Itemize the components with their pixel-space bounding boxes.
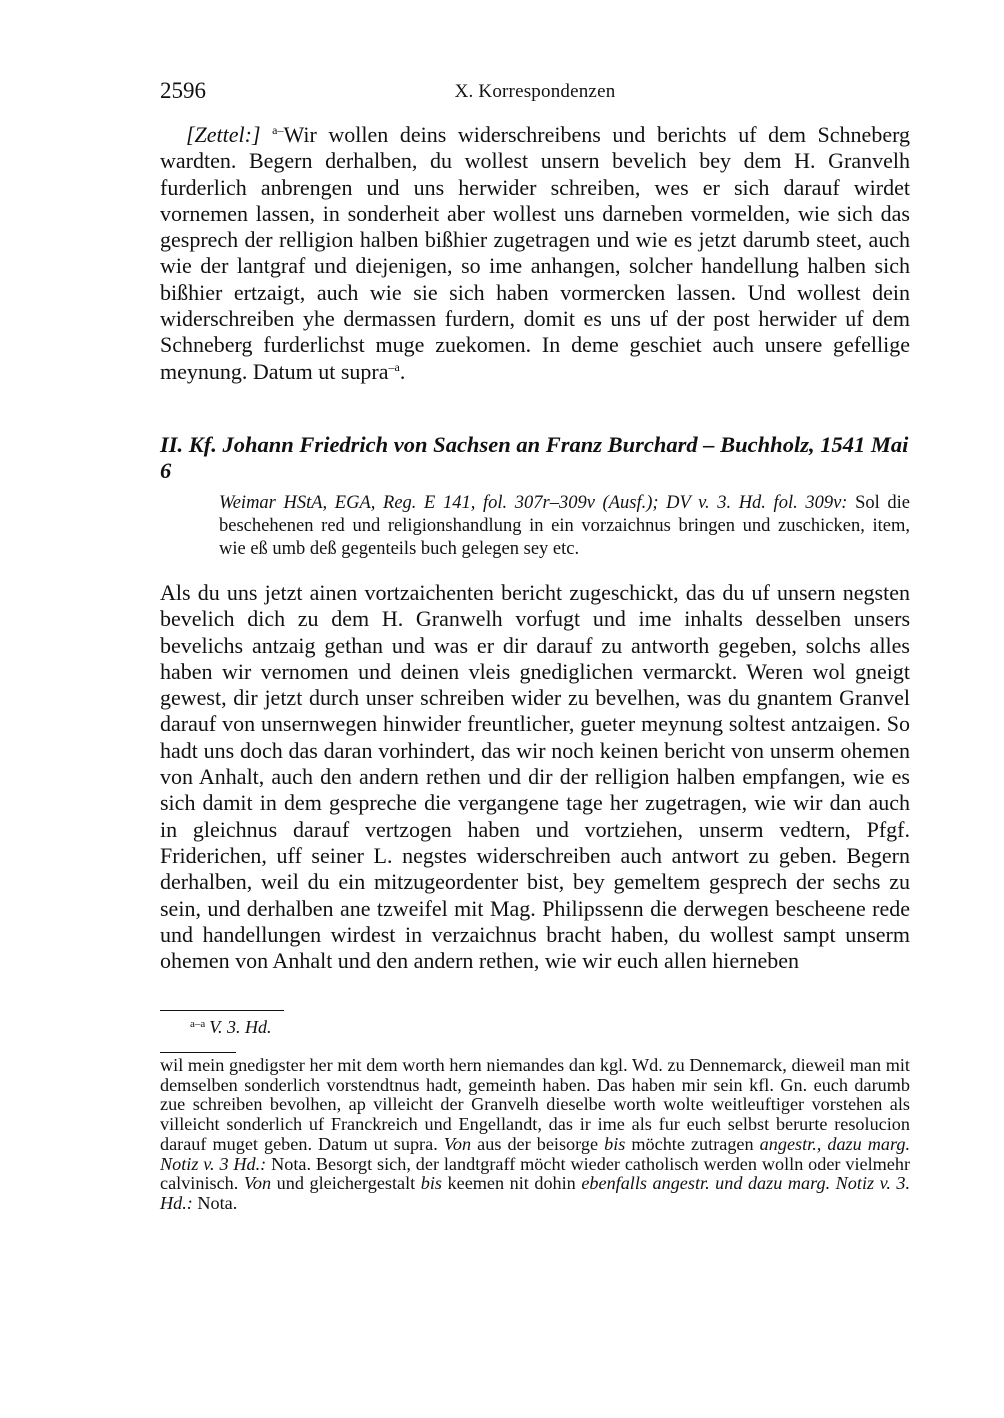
footnote-text: V. 3. Hd.	[209, 1017, 272, 1037]
running-head: X. Korrespondenzen	[454, 81, 616, 102]
note-italic-6: ebenfalls angestr. und dazu marg. Notiz v. 3. Hd.:	[160, 1173, 911, 1213]
note-italic-3: angestr., dazu marg. Notiz v. 3 Hd.:	[160, 1133, 911, 1174]
footnote-mark-open: a–	[272, 123, 284, 137]
note-text-1: wil mein gnedigster her mit dem worth hern niemandes dan kgl. Wd. zu Dennemarck, dieweil man mit demselben sonderlich vorstendtnus hadt, gemeinth haben. Das haben mir sein kfl. Gn. euch darumb zue schreiben bevolhen, ap villeicht der Granvelh dieselbe worth wolte weitleuftiger vorstehen als villeicht sonderlich uf Franckreich und Engellandt, das ir ime als fur euch selbst berurte resolucion darauf muget geben. Datum ut supra.	[160, 1055, 910, 1154]
footnote-rule	[160, 1010, 284, 1011]
continuation-note	[160, 1056, 910, 1214]
footnote	[190, 1017, 271, 1038]
source-note	[219, 492, 910, 561]
note-text-6: keemen nit dohin	[447, 1173, 576, 1194]
footnote-mark: a–a	[190, 1018, 206, 1030]
note-text-4: Nota. Besorgt sich, der landtgraff möcht wieder catholisch werden wolln oder vielmehr calvinisch.	[160, 1153, 911, 1194]
page-number: 2596	[160, 78, 206, 103]
note-italic-1: Von	[443, 1133, 472, 1154]
letter-text: Als du uns jetzt ainen vortzaichenten bericht zugeschickt, das du uf unsern negsten bevelich dich zu dem H. Granwelh vorfugt und ime inhalts desselben unsers bevelichs antzaig gethan und was er dir darauf zu antworth gegeben, solchs alles haben wir vernomen und deinen vleis gnediglichen vermarckt. Weren wol gneigt gewest, dir jetzt durch unser schreiben wider zu bevelhen, was du gnantem Granvel darauf von unsernwegen hinwider freuntlicher, gueter meynung soltest antzaigen. So hadt uns doch das daran vorhindert, das wir noch keinen bericht von unserm ohemen von Anhalt, auch den andern rethen und dir der relligion halben empfangen, wie es sich damit in dem gespreche die vergangene tage her zugetragen, wie wir dan auch in gleichnus darauf vertzogen haben und vortziehen, unserm vedtern, Pfgf. Friderichen, uff seiner L. negstes widerschreiben auch antwort zu geben. Begern derhalben, weil du ein mitzugeordenter bist, bey gemeltem gesprech der sechs zu sein, und derhalben ane tzweifel mit Mag. Philipssenn die derwegen bescheene rede und handellungen wirdest in verzaichnus bracht haben, du wollest sampt unserm ohemen von Anhalt und den andern rethen, wie wir euch allen hierneben	[160, 580, 910, 974]
section-heading: II. Kf. Johann Friedrich von Sachsen an Franz Burchard – Buchholz, 1541 Mai 6	[160, 432, 909, 483]
note-text-5: und gleichergestalt	[276, 1173, 416, 1194]
note-text-2: aus der beisorge	[477, 1133, 599, 1154]
note-text-7: Nota.	[197, 1192, 238, 1213]
footnote-mark-close: –a	[388, 359, 400, 374]
note-italic-4: Von	[243, 1173, 272, 1194]
zettel-text: Wir wollen deins widerschreibens und berichts uf dem Schneberg wardten. Begern derhalben, du wollest unsern bevelich bey dem H. Granvelh furderlich anbrengen und uns herwider schreiben, wes er sich darauf wirdet vornemen lassen, in sonderheit aber wollest uns darneben vormelden, wie sich das gesprech der relligion halben bißhier zugetragen und wie es jetzt darumb steet, auch wie der lantgraf und diejenigen, so ime anhangen, solcher handellung halben sich bißhier ertzaigt, auch wie sie sich haben vormercken lassen. Und wollest dein widerschreiben yhe dermassen furdern, domit es uns uf der post herwider uf dem Schneberg furderlichst muge zuekomen. In deme geschiet auch unsere gefellige meynung. Datum ut supra	[160, 122, 911, 384]
source-regest: Sol die beschehenen red und religionshandlung in ein vorzaichnus bringen und zuschicken, item, wie eß umb deß gegenteils buch gelegen sey etc.	[219, 493, 911, 559]
note-italic-2: bis	[604, 1133, 626, 1154]
source-archive: Weimar HStA, EGA, Reg. E 141, fol. 307r–309v (Ausf.); DV v. 3. Hd. fol. 309v:	[219, 493, 848, 513]
note-text-3: möchte zutragen	[631, 1133, 754, 1154]
page-header	[160, 78, 910, 108]
zettel-paragraph	[160, 122, 910, 385]
note-italic-5: bis	[420, 1173, 442, 1194]
zettel-end: .	[399, 358, 406, 384]
note-rule	[160, 1052, 236, 1053]
zettel-label: [Zettel:]	[186, 122, 261, 147]
